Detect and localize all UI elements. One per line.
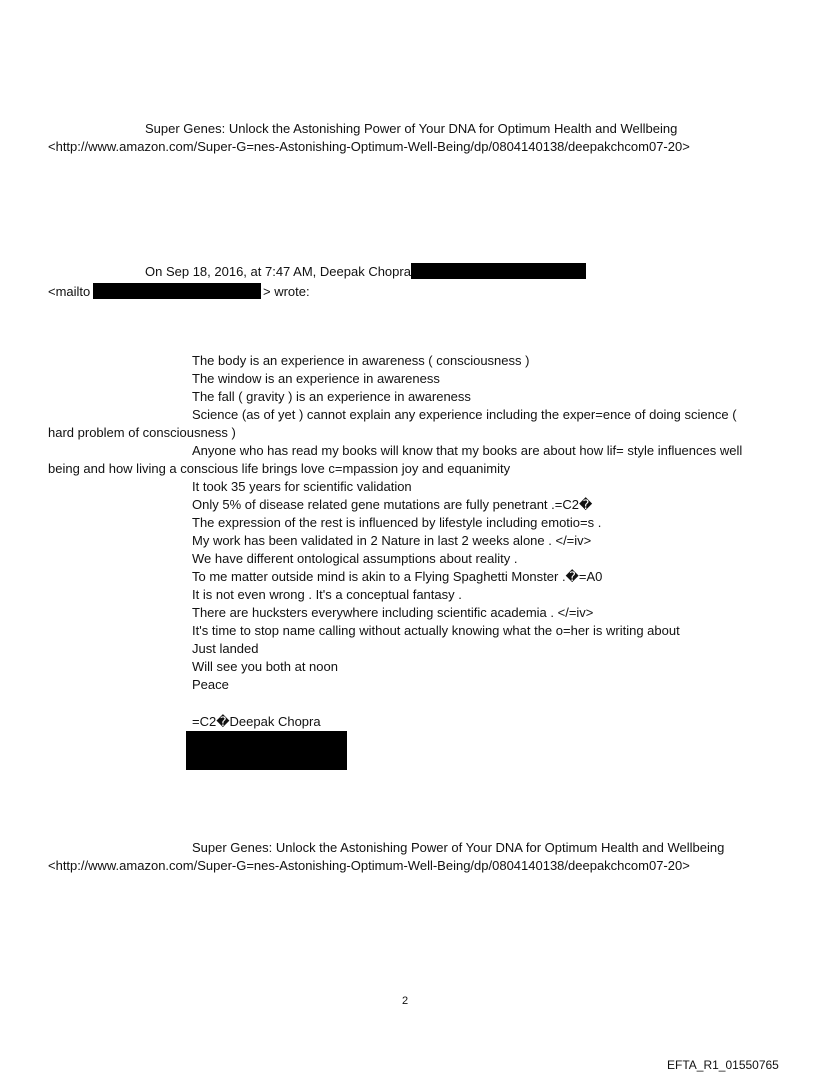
body-line: It took 35 years for scientific validation [192, 479, 412, 494]
body-line: Just landed [192, 641, 259, 656]
page-number: 2 [402, 995, 409, 1007]
mailto-prefix: <mailto [48, 284, 91, 299]
body-line: The body is an experience in awareness ( consciousness ) [192, 353, 530, 368]
redaction-email-1 [411, 263, 586, 279]
redaction-signature-block [186, 731, 347, 770]
document-id: EFTA_R1_01550765 [667, 1058, 779, 1072]
signature-title-top: Super Genes: Unlock the Astonishing Power of Your DNA for Optimum Health and Wellbeing [145, 121, 678, 136]
body-line: We have different ontological assumptions about reality . [192, 551, 518, 566]
body-line: The fall ( gravity ) is an experience in awareness [192, 389, 471, 404]
body-line: Peace [192, 677, 229, 692]
body-line: Will see you both at noon [192, 659, 338, 674]
signature-link-top: <http://www.amazon.com/Super-G=nes-Astonishing-Optimum-Well-Being/dp/0804140138/deepakchcom07-20> [48, 139, 690, 154]
sign-off-name: =C2�Deepak Chopra [192, 714, 321, 729]
wrote-suffix: > wrote: [263, 284, 310, 299]
body-line: hard problem of consciousness ) [48, 425, 236, 440]
body-line: The window is an experience in awareness [192, 371, 440, 386]
signature-link-bottom: <http://www.amazon.com/Super-G=nes-Astonishing-Optimum-Well-Being/dp/0804140138/deepakchcom07-20> [48, 858, 690, 873]
body-line: Anyone who has read my books will know that my books are about how lif= style influences well [192, 443, 743, 458]
signature-title-bottom: Super Genes: Unlock the Astonishing Power of Your DNA for Optimum Health and Wellbeing [192, 840, 725, 855]
body-line: There are hucksters everywhere including scientific academia . </=iv> [192, 605, 594, 620]
body-line: It is not even wrong . It's a conceptual fantasy . [192, 587, 462, 602]
body-line: My work has been validated in 2 Nature in last 2 weeks alone . </=iv> [192, 533, 592, 548]
redaction-email-2 [93, 283, 261, 299]
body-line: The expression of the rest is influenced by lifestyle including emotio=s . [192, 515, 602, 530]
reply-header-line: On Sep 18, 2016, at 7:47 AM, Deepak Chopra [145, 264, 411, 279]
body-line: being and how living a conscious life brings love c=mpassion joy and equanimity [48, 461, 511, 476]
body-line: Only 5% of disease related gene mutations are fully penetrant .=C2� [192, 497, 593, 512]
body-line: Science (as of yet ) cannot explain any experience including the exper=ence of doing science ( [192, 407, 737, 422]
body-line: To me matter outside mind is akin to a Flying Spaghetti Monster .�=A0 [192, 569, 603, 584]
body-line: It's time to stop name calling without actually knowing what the o=her is writing about [192, 623, 680, 638]
